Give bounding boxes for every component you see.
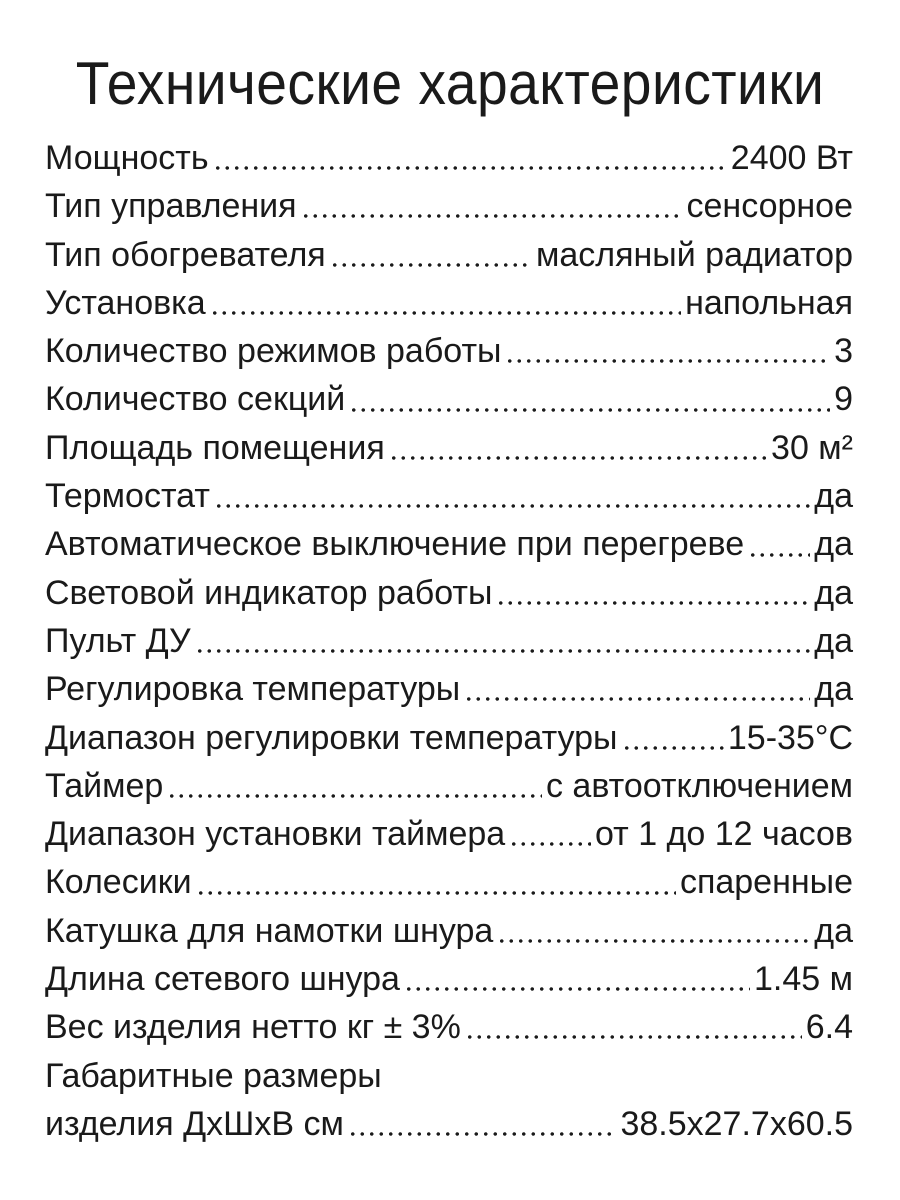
spec-row-temp-range: [45, 714, 853, 762]
spec-row-modes: [45, 327, 853, 375]
spec-label: Катушка для намотки шнура: [45, 911, 494, 950]
dot-leader: [389, 456, 767, 460]
spec-label: Габаритные размеры: [45, 1056, 382, 1095]
spec-row-control-type: [45, 182, 853, 230]
spec-label: Тип управления: [45, 187, 297, 226]
dot-leader: [748, 553, 810, 557]
dot-leader: [497, 939, 810, 943]
spec-row-installation: [45, 279, 853, 327]
spec-label: Вес изделия нетто кг ± 3%: [45, 1008, 461, 1047]
dot-leader: [195, 649, 811, 653]
dot-leader: [404, 987, 750, 991]
spec-label: Колесики: [45, 863, 192, 902]
spec-row-overheat-shutoff: [45, 520, 853, 568]
spec-label: Установка: [45, 283, 206, 322]
dot-leader: [505, 359, 830, 363]
spec-label: Пульт ДУ: [45, 621, 191, 660]
spec-label: Количество режимов работы: [45, 332, 502, 371]
dot-leader: [509, 842, 591, 846]
spec-row-room-area: [45, 424, 853, 472]
dot-leader: [496, 601, 810, 605]
spec-value: да: [814, 670, 853, 709]
spec-value: 3: [834, 332, 853, 371]
dot-leader: [167, 794, 542, 798]
spec-label: Световой индикатор работы: [45, 573, 493, 612]
spec-label: Площадь помещения: [45, 428, 385, 467]
spec-value: да: [814, 477, 853, 516]
spec-row-remote: [45, 617, 853, 665]
spec-label: Тип обогревателя: [45, 235, 326, 274]
spec-label: Диапазон установки таймера: [45, 815, 506, 854]
spec-value: 38.5x27.7x60.5: [620, 1104, 853, 1143]
dot-leader: [301, 214, 683, 218]
spec-value: 15-35°С: [727, 718, 853, 757]
spec-label: Количество секций: [45, 380, 346, 419]
dot-leader: [210, 311, 681, 315]
spec-label: изделия ДхШхВ см: [45, 1104, 344, 1143]
spec-value: спаренные: [679, 863, 853, 902]
dot-leader: [196, 891, 676, 895]
spec-label: Мощность: [45, 139, 209, 177]
spec-value: масляный радиатор: [535, 235, 853, 274]
spec-label: Автоматическое выключение при перегреве: [45, 525, 745, 564]
spec-row-sections: [45, 375, 853, 423]
spec-row-power: [45, 134, 853, 182]
spec-value: от 1 до 12 часов: [595, 815, 853, 854]
spec-value: да: [814, 573, 853, 612]
spec-value: да: [814, 525, 853, 564]
spec-label: Регулировка температуры: [45, 670, 461, 709]
spec-value: 30 м²: [771, 428, 853, 467]
spec-row-dimensions-heading: [45, 1052, 853, 1100]
spec-label: Длина сетевого шнура: [45, 960, 400, 999]
spec-value: 6.4: [805, 1008, 853, 1047]
spec-value: напольная: [685, 283, 853, 322]
spec-row-thermostat: [45, 472, 853, 520]
dot-leader: [214, 504, 810, 508]
spec-row-cord-length: [45, 955, 853, 1003]
dot-leader: [330, 263, 532, 267]
dot-leader: [622, 746, 724, 750]
spec-row-timer: [45, 762, 853, 810]
page-title: Технические характеристики: [75, 50, 825, 117]
spec-label: Термостат: [45, 477, 210, 516]
spec-label: Диапазон регулировки температуры: [45, 718, 618, 757]
spec-row-indicator: [45, 569, 853, 617]
spec-value: да: [814, 911, 853, 950]
dot-leader: [349, 408, 830, 412]
spec-value: 9: [834, 380, 853, 419]
spec-value: сенсорное: [686, 187, 853, 226]
spec-list: [45, 134, 853, 1148]
spec-row-cord-reel: [45, 907, 853, 955]
dot-leader: [464, 697, 810, 701]
spec-row-timer-range: [45, 810, 853, 858]
spec-row-temp-control: [45, 665, 853, 713]
dot-leader: [348, 1132, 617, 1136]
spec-row-net-weight: [45, 1003, 853, 1051]
dot-leader: [465, 1035, 802, 1039]
spec-row-wheels: [45, 858, 853, 906]
spec-value: да: [814, 621, 853, 660]
dot-leader: [213, 166, 727, 170]
spec-label: Таймер: [45, 766, 164, 805]
spec-value: 1.45 м: [754, 960, 853, 999]
spec-value: 2400 Вт: [730, 139, 853, 177]
spec-value: с автоотключением: [545, 766, 853, 805]
spec-row-dimensions: [45, 1100, 853, 1148]
spec-row-heater-type: [45, 231, 853, 279]
